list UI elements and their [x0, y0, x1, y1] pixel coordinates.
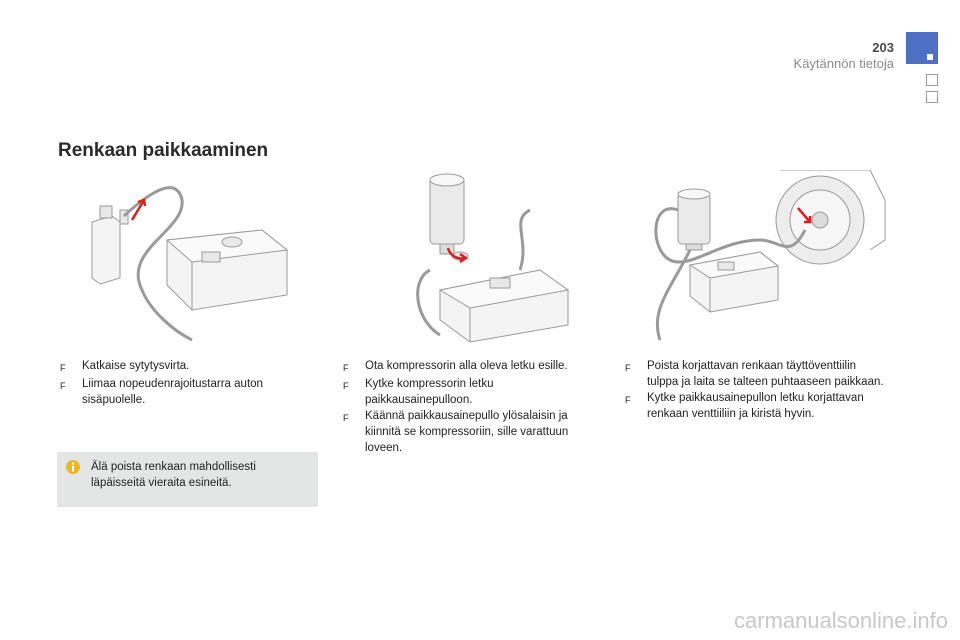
info-text: Älä poista renkaan mahdollisesti läpäisseitä vieraita esineitä. — [91, 461, 256, 489]
bullet-icon: F — [343, 413, 349, 423]
instruction-item: F Kytke kompressorin letku paikkausainepulloon. — [343, 378, 494, 406]
illustration-inverted-bottle — [400, 170, 590, 345]
tab-indicator-icon — [927, 54, 933, 60]
instruction-column-2 — [343, 358, 588, 456]
instruction-item: F Ota kompressorin alla oleva letku esille. — [343, 358, 588, 376]
section-title: Käytännön tietoja — [793, 56, 894, 71]
instruction-column-1 — [60, 358, 300, 408]
chapter-tab-active[interactable] — [906, 32, 938, 64]
bullet-icon: F — [343, 363, 349, 373]
chapter-tab[interactable] — [926, 74, 938, 86]
info-icon — [66, 460, 80, 474]
bullet-icon: F — [343, 381, 349, 391]
instruction-item: F Käännä paikkausainepullo ylösalaisin ja kiinnitä se kompressoriin, sille varattuun loveen. — [343, 410, 569, 454]
page-heading: Renkaan paikkaaminen — [58, 140, 269, 161]
info-note — [57, 452, 318, 507]
watermark: carmanualsonline.info — [733, 608, 948, 633]
instruction-item: F Kytke paikkausainepullon letku korjattavan renkaan venttiiliin ja kiristä hyvin. — [625, 392, 864, 420]
illustration-wheel-connection — [630, 170, 890, 345]
instruction-column-3 — [625, 358, 890, 422]
instruction-item: F Katkaise sytytysvirta. — [60, 358, 300, 376]
instruction-item: F Poista korjattavan renkaan täyttöventtiilin tulppa ja laita se talteen puhtaaseen paikkaan. — [625, 360, 884, 388]
instruction-item: F Liimaa nopeudenrajoitustarra auton sisäpuolelle. — [60, 378, 263, 406]
bullet-icon: F — [60, 363, 66, 373]
bullet-icon: F — [625, 395, 631, 405]
page-number: 203 — [872, 40, 894, 55]
bullet-icon: F — [60, 381, 66, 391]
chapter-tab[interactable] — [926, 91, 938, 103]
bullet-icon: F — [625, 363, 631, 373]
illustration-bottle-sticker — [82, 170, 297, 345]
